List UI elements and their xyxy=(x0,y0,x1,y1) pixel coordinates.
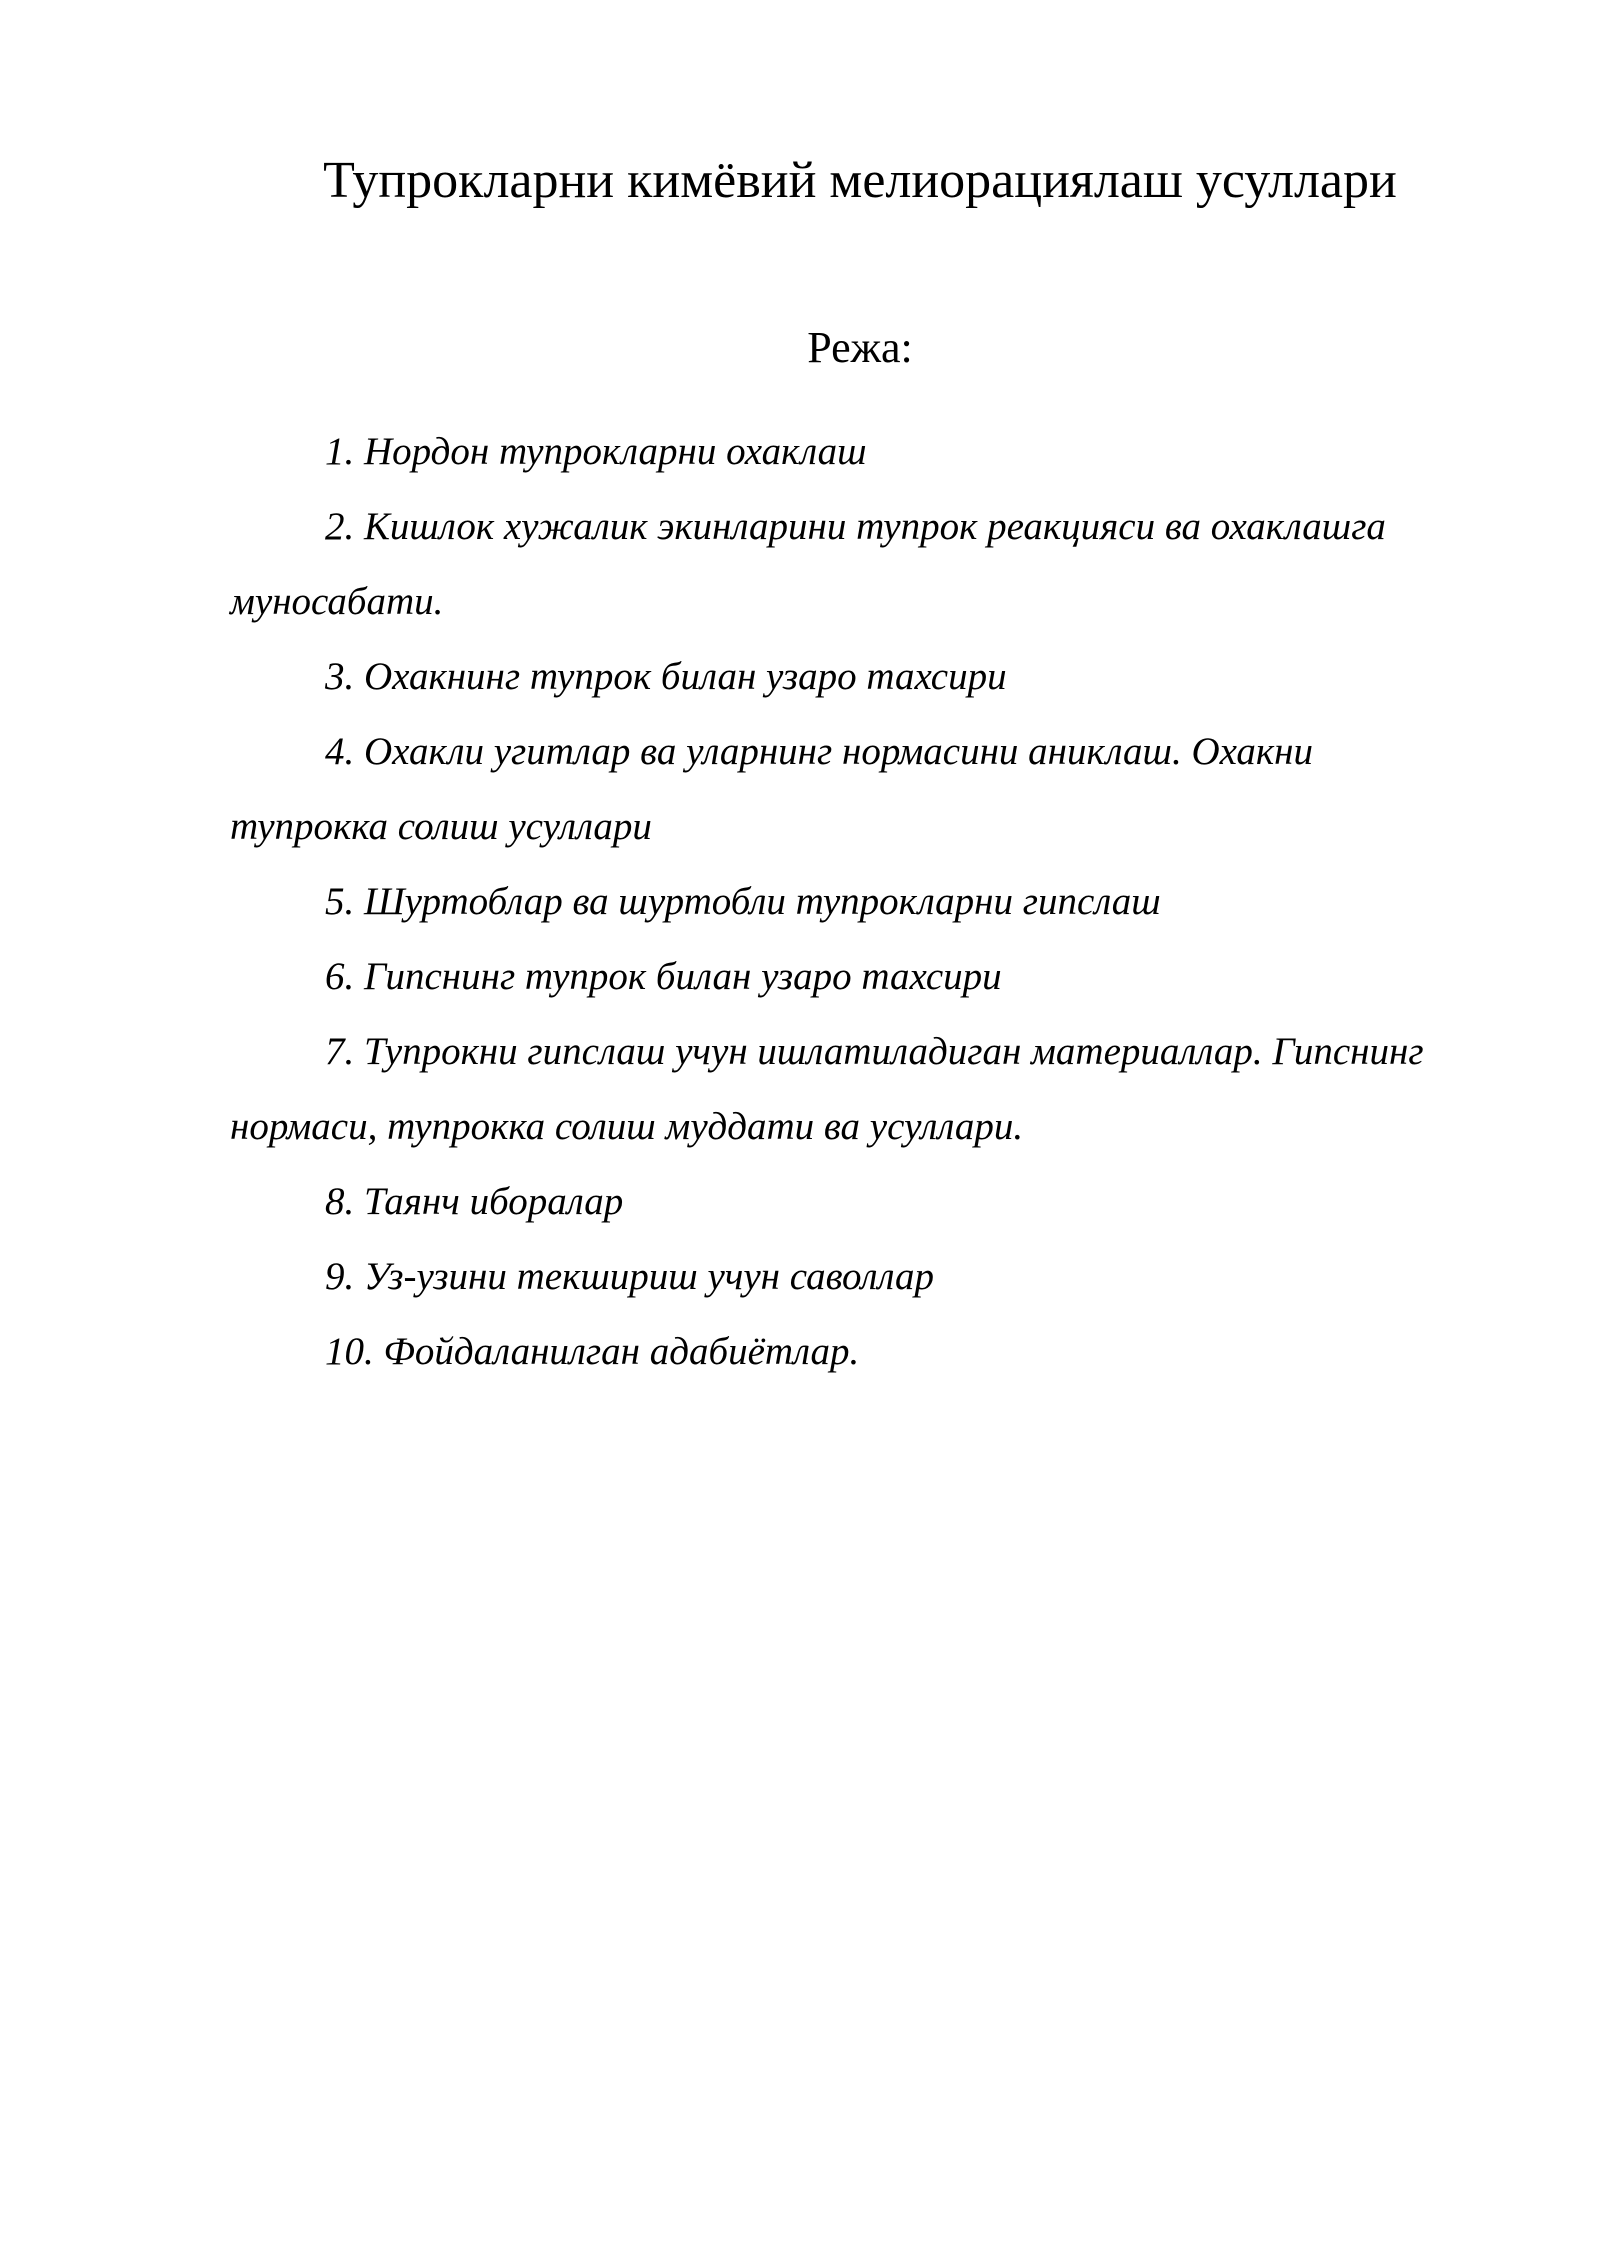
page-title: Тупрокларни кимёвий мелиорациялаш усуллари xyxy=(323,152,1397,209)
plan-item: 9. Уз-узини текшириш учун саволлар xyxy=(325,1255,935,1298)
plan-item: 8. Таянч иборалар xyxy=(325,1180,624,1223)
plan-item: 5. Шуртоблар ва шуртобли тупрокларни гипслаш xyxy=(325,880,1161,923)
plan-item: 6. Гипснинг тупрок билан узаро тахсири xyxy=(325,955,1002,998)
plan-item: 4. Охакли угитлар ва уларнинг нормасини аниклаш. Охакни тупрокка солиш усуллари xyxy=(230,730,1314,848)
plan-item: 7. Тупрокни гипслаш учун ишлатиладиган материаллар. Гипснинг нормаси, тупрокка солиш муддати ва усуллари. xyxy=(230,1030,1424,1148)
plan-item: 2. Кишлок хужалик экинларини тупрок реакцияси ва охаклашга муносабати. xyxy=(230,505,1386,623)
plan-item: 1. Нордон тупрокларни охаклаш xyxy=(325,430,867,473)
plan-item: 3. Охакнинг тупрок билан узаро тахсири xyxy=(325,655,1007,698)
plan-heading: Режа: xyxy=(807,323,913,372)
plan-list xyxy=(230,414,1440,1389)
plan-item: 10. Фойдаланилган адабиётлар. xyxy=(325,1330,860,1373)
